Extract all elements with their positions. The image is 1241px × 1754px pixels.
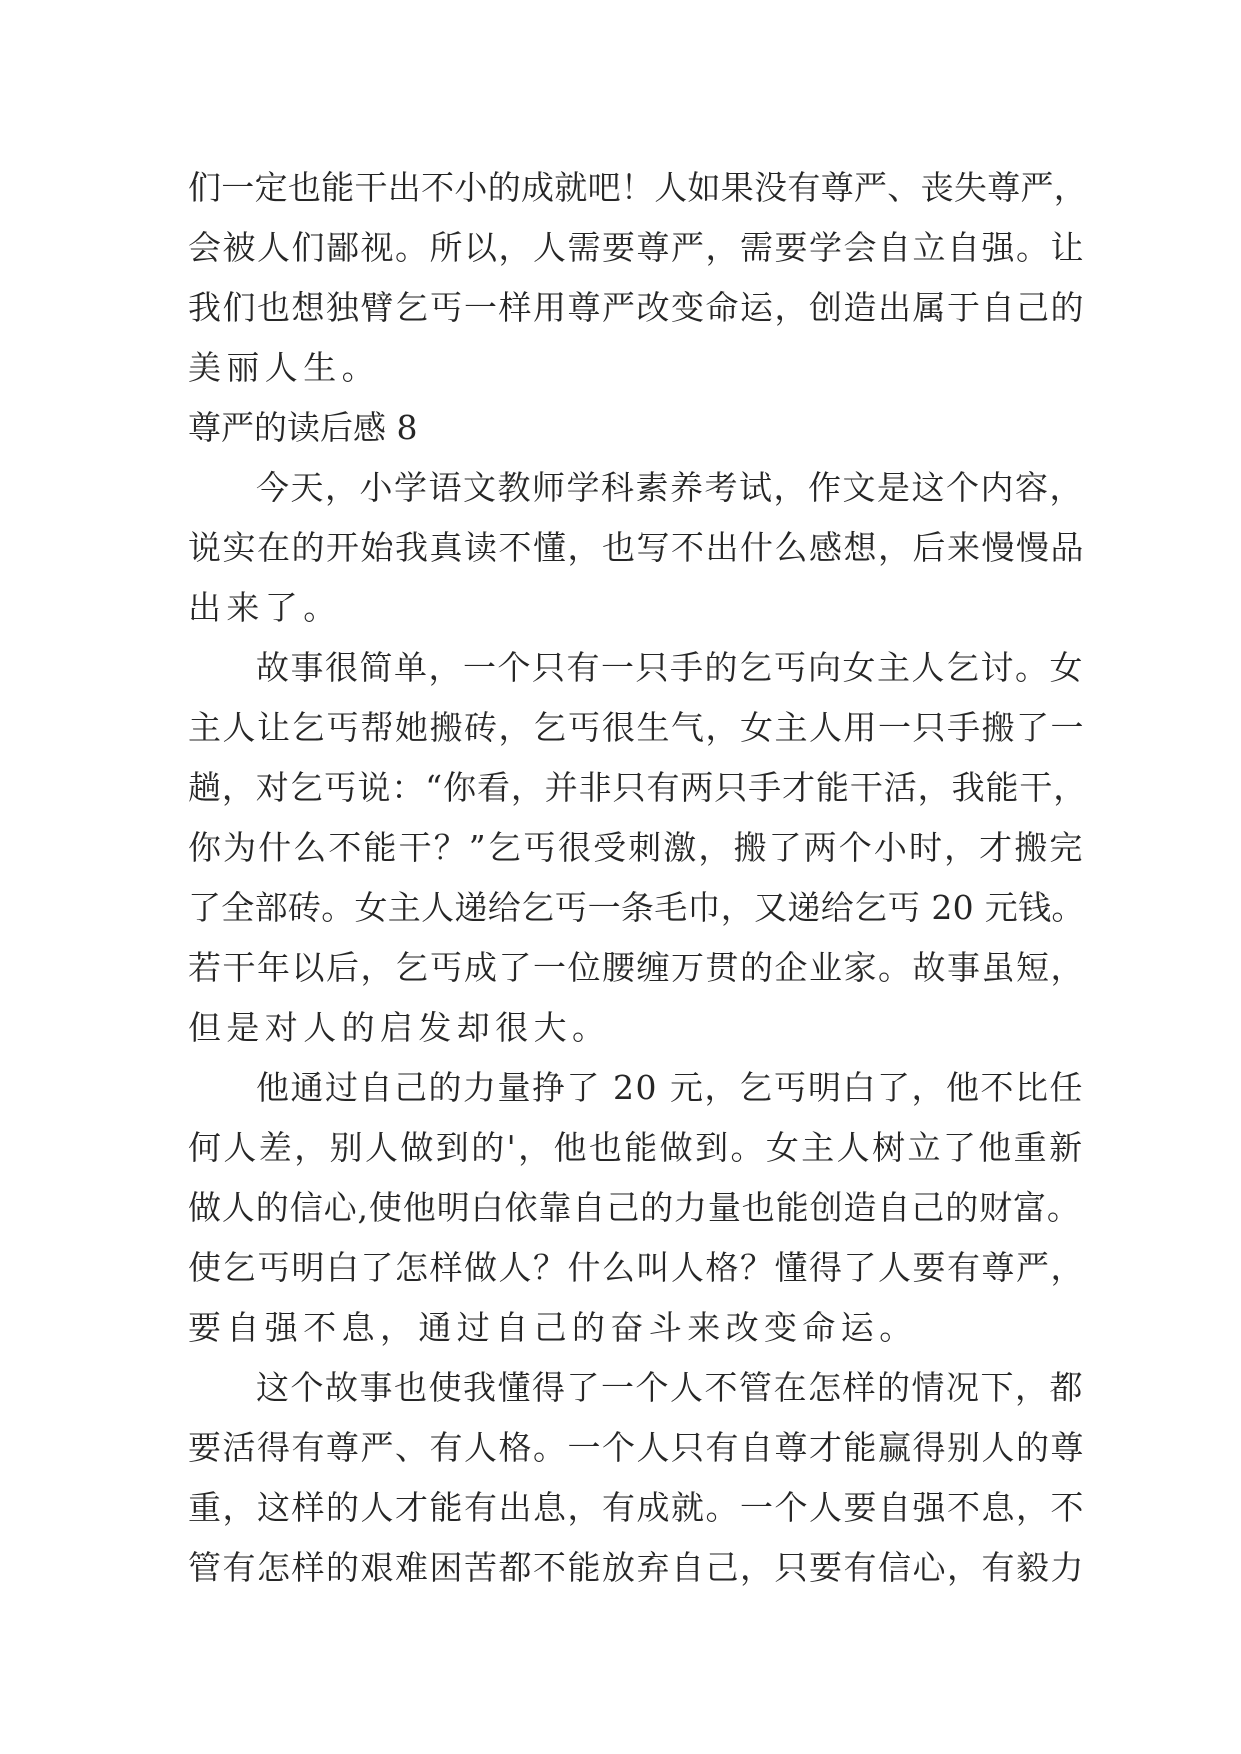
- document-body: [188, 158, 1088, 1598]
- text-line: 使乞丐明白了怎样做人？什么叫人格？懂得了人要有尊严，: [188, 1248, 1085, 1287]
- paragraph-first-line: 今天，小学语文教师学科素养考试，作文是这个内容，: [256, 468, 1084, 507]
- text-line: 何人差，别人做到的'，他也能做到。女主人树立了他重新: [188, 1128, 1085, 1167]
- text-line: 管有怎样的艰难困苦都不能放弃自己，只要有信心，有毅力: [188, 1548, 1085, 1587]
- text-line: 要活得有尊严、有人格。一个人只有自尊才能赢得别人的尊: [188, 1428, 1085, 1467]
- text-line: 若干年以后，乞丐成了一位腰缠万贯的企业家。故事虽短，: [188, 948, 1085, 987]
- text-line: 美丽人生。: [188, 348, 380, 387]
- text-line: 主人让乞丐帮她搬砖，乞丐很生气，女主人用一只手搬了一: [188, 708, 1085, 747]
- section-heading: 尊严的读后感 8: [188, 408, 418, 447]
- paragraph-first-line: 他通过自己的力量挣了 20 元，乞丐明白了，他不比任: [256, 1068, 1084, 1107]
- text-line: 做人的信心,使他明白依靠自己的力量也能创造自己的财富。: [188, 1188, 1081, 1227]
- text-line: 但是对人的启发却很大。: [188, 1008, 611, 1047]
- text-line: 重，这样的人才能有出息，有成就。一个人要自强不息，不: [188, 1488, 1085, 1527]
- text-line: 你为什么不能干？”乞丐很受刺激，搬了两个小时，才搬完: [188, 828, 1085, 867]
- text-line: 了全部砖。女主人递给乞丐一条毛巾，又递给乞丐 20 元钱。: [188, 888, 1085, 927]
- text-line: 我们也想独臂乞丐一样用尊严改变命运，创造出属于自己的: [188, 288, 1085, 327]
- text-line: 们一定也能干出不小的成就吧！人如果没有尊严、丧失尊严，: [188, 168, 1088, 207]
- text-line: 趟，对乞丐说：“你看，并非只有两只手才能干活，我能干，: [188, 768, 1088, 807]
- paragraph-first-line: 这个故事也使我懂得了一个人不管在怎样的情况下，都: [256, 1368, 1084, 1407]
- text-line: 要自强不息，通过自己的奋斗来改变命运。: [188, 1308, 918, 1347]
- text-line: 出来了。: [188, 588, 342, 627]
- text-line: 会被人们鄙视。所以，人需要尊严，需要学会自立自强。让: [188, 228, 1085, 267]
- paragraph-first-line: 故事很简单，一个只有一只手的乞丐向女主人乞讨。女: [256, 648, 1084, 687]
- text-line: 说实在的开始我真读不懂，也写不出什么感想，后来慢慢品: [188, 528, 1085, 567]
